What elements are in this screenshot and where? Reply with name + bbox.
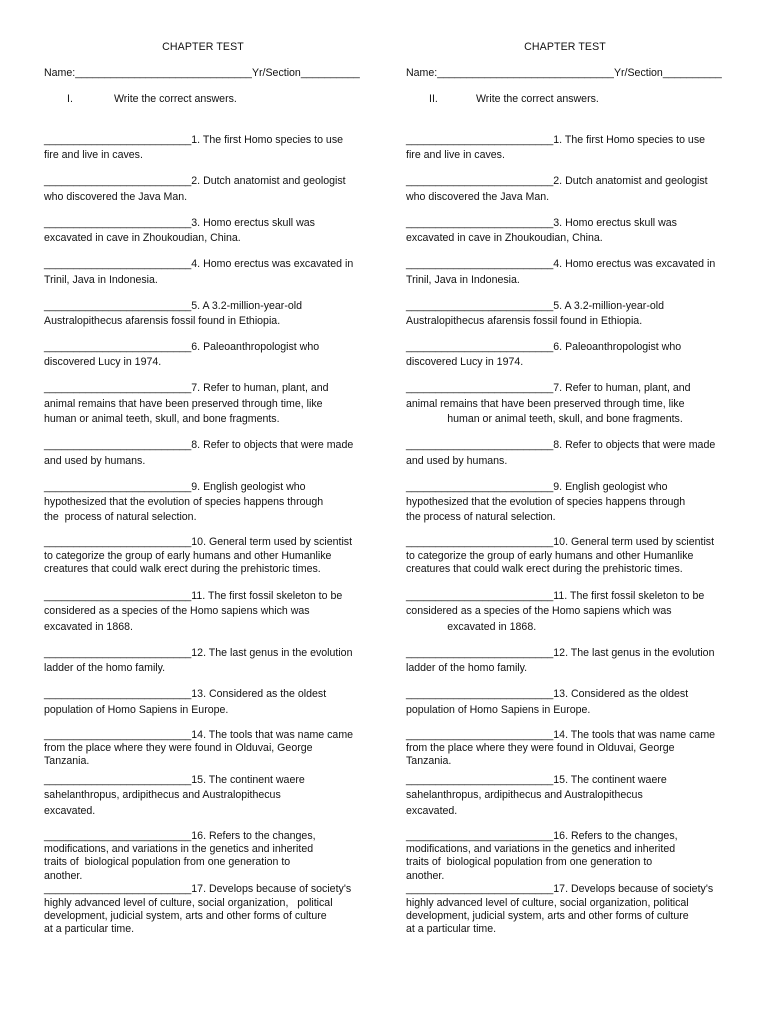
question-item: _________________________9. English geologist who hypothesized that the evolution of species happens through the process of natural selection. (406, 480, 686, 524)
question-item: _________________________5. A 3.2-million-year-old Australopithecus afarensis fossil found in Ethiopia. (406, 299, 664, 328)
question-item: _________________________11. The first fossil skeleton to be considered as a species of the Homo sapiens which was excavated in 1868. (406, 589, 705, 633)
question-item: _________________________14. The tools that was name came from the place where they were found in Olduvai, George Tanzania. (44, 728, 354, 768)
page-title: CHAPTER TEST (524, 41, 606, 53)
question-item: _________________________13. Considered as the oldest population of Homo Sapiens in Europe. (406, 688, 689, 716)
section-instruction: Write the correct answers. (114, 93, 237, 105)
question-item: _________________________2. Dutch anatomist and geologist who discovered the Java Man. (44, 175, 346, 203)
question-item: _________________________8. Refer to objects that were made and used by humans. (406, 439, 716, 467)
question-item: _________________________17. Develops because of society's highly advanced level of culture, social organization, political development, judicial system, arts and other forms of culture at a particular time. (406, 883, 714, 936)
question-item: _________________________7. Refer to human, plant, and animal remains that have been preserved through time, like human or animal teeth, skull, and bone fragments. (406, 382, 691, 426)
question-item: _________________________7. Refer to human, plant, and animal remains that have been preserved through time, like human or animal teeth, skull, and bone fragments. (44, 382, 329, 426)
question-item: _________________________15. The continent waere sahelanthropus, ardipithecus and Australopithecus excavated. (406, 773, 667, 817)
question-item: _________________________13. Considered as the oldest population of Homo Sapiens in Europe. (44, 688, 327, 716)
question-item: _________________________5. A 3.2-million-year-old Australopithecus afarensis fossil found in Ethiopia. (44, 299, 302, 328)
section-instruction: Write the correct answers. (476, 93, 599, 105)
question-item: _________________________1. The first Homo species to use fire and live in caves. (406, 134, 706, 162)
left-test-column (44, 0, 374, 1024)
question-item: _________________________1. The first Homo species to use fire and live in caves. (44, 134, 344, 162)
question-item: _________________________8. Refer to objects that were made and used by humans. (44, 439, 354, 467)
question-item: _________________________9. English geologist who hypothesized that the evolution of species happens through the process of natural selection. (44, 480, 324, 524)
question-item: _________________________15. The continent waere sahelanthropus, ardipithecus and Australopithecus excavated. (44, 773, 305, 817)
right-test-column (406, 0, 736, 1024)
question-item: _________________________14. The tools that was name came from the place where they were found in Olduvai, George Tanzania. (406, 728, 716, 768)
question-item: _________________________17. Develops because of society's highly advanced level of culture, social organization, political development, judicial system, arts and other forms of culture at a particular time. (44, 883, 352, 936)
question-list (406, 133, 726, 937)
question-item: _________________________6. Paleoanthropologist who discovered Lucy in 1974. (406, 341, 682, 369)
question-item: _________________________4. Homo erectus was excavated in Trinil, Java in Indonesia. (44, 258, 354, 286)
question-item: _________________________2. Dutch anatomist and geologist who discovered the Java Man. (406, 175, 708, 203)
question-item: _________________________4. Homo erectus was excavated in Trinil, Java in Indonesia. (406, 258, 716, 286)
name-section-line: Name:______________________________Yr/Section__________ (44, 67, 360, 79)
question-item: _________________________3. Homo erectus skull was excavated in cave in Zhoukoudian, China. (44, 216, 315, 245)
question-item: _________________________16. Refers to the changes, modifications, and variations in the genetics and inherited traits of biological population from one generation to another. (44, 829, 316, 882)
question-item: _________________________3. Homo erectus skull was excavated in cave in Zhoukoudian, China. (406, 216, 677, 245)
question-item: _________________________11. The first fossil skeleton to be considered as a species of the Homo sapiens which was excavated in 1868. (44, 589, 343, 633)
section-number: II. (429, 93, 438, 105)
question-item: _________________________12. The last genus in the evolution ladder of the homo family. (406, 646, 715, 675)
question-item: _________________________16. Refers to the changes, modifications, and variations in the genetics and inherited traits of biological population from one generation to another. (406, 829, 678, 882)
question-list (44, 133, 364, 937)
name-section-line: Name:______________________________Yr/Section__________ (406, 67, 722, 79)
section-number: I. (67, 93, 73, 105)
question-item: _________________________12. The last genus in the evolution ladder of the homo family. (44, 646, 353, 675)
question-item: _________________________10. General term used by scientist to categorize the group of early humans and other Humanlike creatures that could walk erect during the prehistoric times. (44, 536, 353, 576)
page-title: CHAPTER TEST (162, 41, 244, 53)
question-item: _________________________10. General term used by scientist to categorize the group of early humans and other Humanlike creatures that could walk erect during the prehistoric times. (406, 536, 715, 576)
question-item: _________________________6. Paleoanthropologist who discovered Lucy in 1974. (44, 341, 320, 369)
